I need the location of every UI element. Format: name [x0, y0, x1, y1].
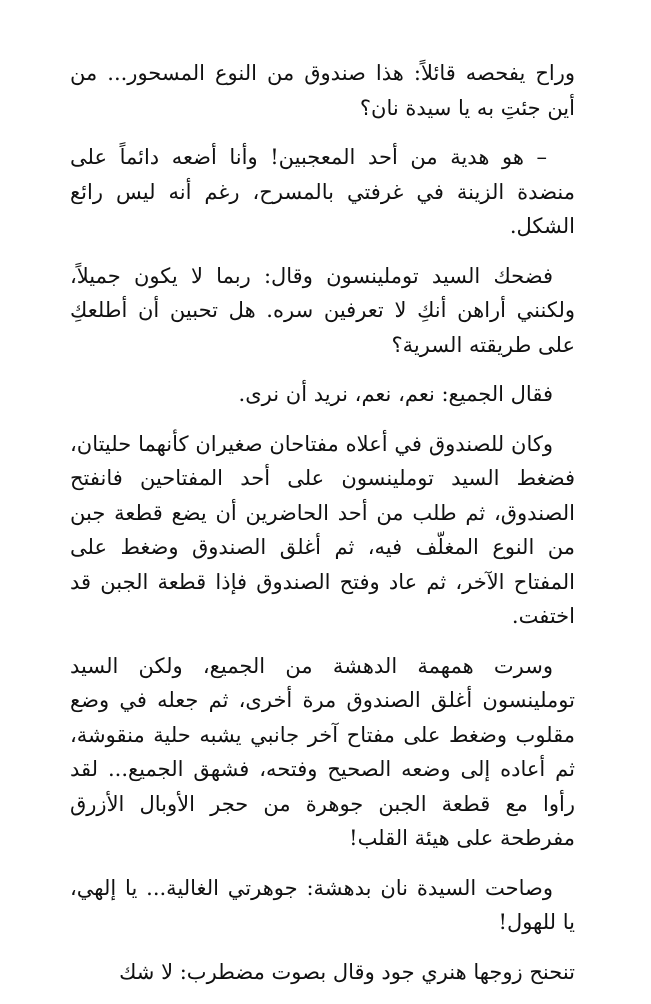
paragraph-3: فضحك السيد توملينسون وقال: ربما لا يكون جميلاً، ولكنني أراهن أنكِ لا تعرفين سره. هل تحبين أن أطلعكِ على طريقته السرية؟	[70, 263, 575, 357]
text-column	[70, 56, 575, 1004]
paragraph-8: تنحنح زوجها هنري جود وقال بصوت مضطرب: لا شك	[119, 959, 575, 984]
paragraph-7: وصاحت السيدة نان بدهشة: جوهرتي الغالية... يا إلهي، يا للهول!	[70, 875, 575, 934]
paragraph-2: – هو هدية من أحد المعجبين! وأنا أضعه دائماً على منضدة الزينة في غرفتي بالمسرح، رغم أنه ليس رائع الشكل.	[70, 145, 575, 238]
paragraph-5: وكان للصندوق في أعلاه مفتاحان صغيران كأنهما حليتان، فضغط السيد توملينسون على أحد المفتاحين فانفتح الصندوق، ثم طلب من أحد الحاضرين أن يضع قطعة جبن من النوع المغلّف فيه، ثم أغلق الصندوق وضغط على المفتاح الآخر، ثم عاد وفتح الصندوق فإذا قطعة الجبن قد اختفت.	[70, 431, 575, 628]
paragraph-4: فقال الجميع: نعم، نعم، نريد أن نرى.	[238, 382, 553, 406]
paragraph-6: وسرت همهمة الدهشة من الجميع، ولكن السيد توملينسون أغلق الصندوق مرة أخرى، ثم جعله في وضع مقلوب وضغط على مفتاح آخر جانبي يشبه حلية منقوشة، ثم أعاده إلى وضعه الصحيح وفتحه، فشهق الجميع... لقد رأوا مع قطعة الجبن جوهرة من حجر الأوبال الأزرق مفرطحة على هيئة القلب!	[70, 653, 575, 850]
paragraph-1: وراح يفحصه قائلاً: هذا صندوق من النوع المسحور... من أين جئتِ به يا سيدة نان؟	[70, 61, 575, 120]
